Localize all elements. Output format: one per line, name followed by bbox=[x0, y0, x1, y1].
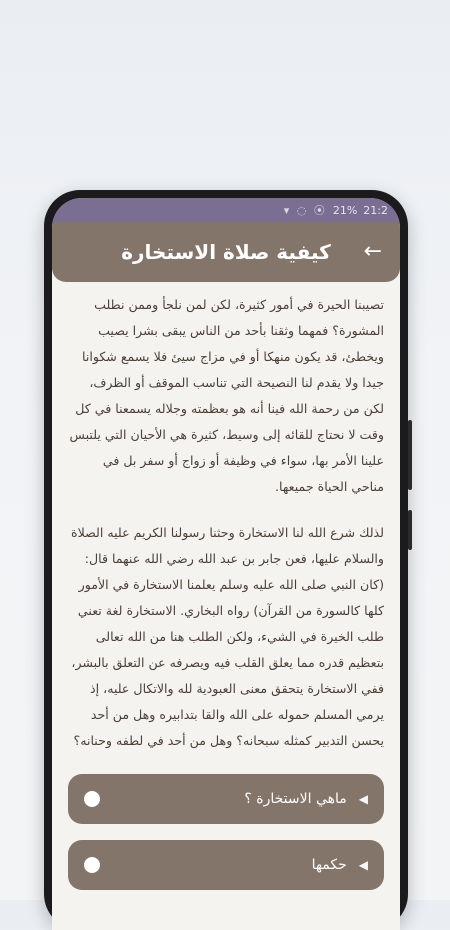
status-bar bbox=[52, 198, 400, 222]
phone-frame bbox=[44, 190, 408, 930]
chevron-left-icon: ◀ bbox=[358, 858, 368, 872]
volume-button bbox=[408, 420, 412, 490]
circle-icon bbox=[84, 857, 100, 873]
app-bar bbox=[52, 222, 400, 282]
chevron-left-icon: ◀ bbox=[358, 792, 368, 806]
circle-icon bbox=[84, 791, 100, 807]
power-button bbox=[408, 510, 412, 550]
page-title: كيفية صلاة الاستخارة bbox=[121, 240, 331, 264]
back-arrow-icon[interactable]: ← bbox=[363, 239, 382, 264]
article-content bbox=[52, 282, 400, 890]
list-item-label: ماهي الاستخارة ؟ bbox=[244, 791, 347, 807]
paragraph-legislation: لذلك شرع الله لنا الاستخارة وحثنا رسولنا الكريم عليه الصلاة والسلام عليها، فعن جابر بن عبد الله رضي الله عنهما قال: (كان النبي صلى الله عليه وسلم يعلمنا الاستخارة في الأمور كلها كالسورة من القرآن) رواه البخاري. الاستخارة لغة تعني طلب الخيرة في الشيء، ولكن الطلب هنا من الله تعالى بتعظيم قدره مما يعلق القلب فيه ويصرفه عن التعلق بالبشر، ففي الاستخارة يتحقق معنى العبودية لله والاتكال عليه، إذ يرمي المسلم حموله على الله والقا بتدابيره وهل من أحد يحسن التدبير كمثله سبحانه؟ وهل من أحد في لطفه وحنانه؟ bbox=[70, 525, 384, 748]
battery-level: 21% bbox=[332, 203, 358, 217]
list-item-label: حكمها bbox=[311, 857, 347, 873]
clock: 21:2 bbox=[363, 203, 388, 217]
list-item-ruling[interactable] bbox=[68, 840, 384, 890]
screen bbox=[52, 198, 400, 930]
paragraph-intro: تصيبنا الحيرة في أمور كثيرة، لكن لمن نلجأ وممن نطلب المشورة؟ فمهما وثقنا بأحد من الناس يبقى بشرا يصيب ويخطئ، قد يكون منهكا أو في مزاج سيئ فلا يسمع شكوانا جيدا ولا يقدم لنا النصيحة التي تناسب الموقف أو الظرف، لكن من رحمة الله فينا أنه هو بعظمته وجلاله يسمعنا في كل وقت لا نحتاج للقائه إلى وسيط، كثيرة هي الأحيان التي يلتبس علينا الأمر بها، سواء في وظيفة أو زواج أو سفر بل في مناحي الحياة جميعها. bbox=[69, 297, 384, 494]
list-item-what-is-istikhara[interactable] bbox=[68, 774, 384, 824]
status-icons: ▾ ◌ ⦿ bbox=[283, 204, 327, 217]
